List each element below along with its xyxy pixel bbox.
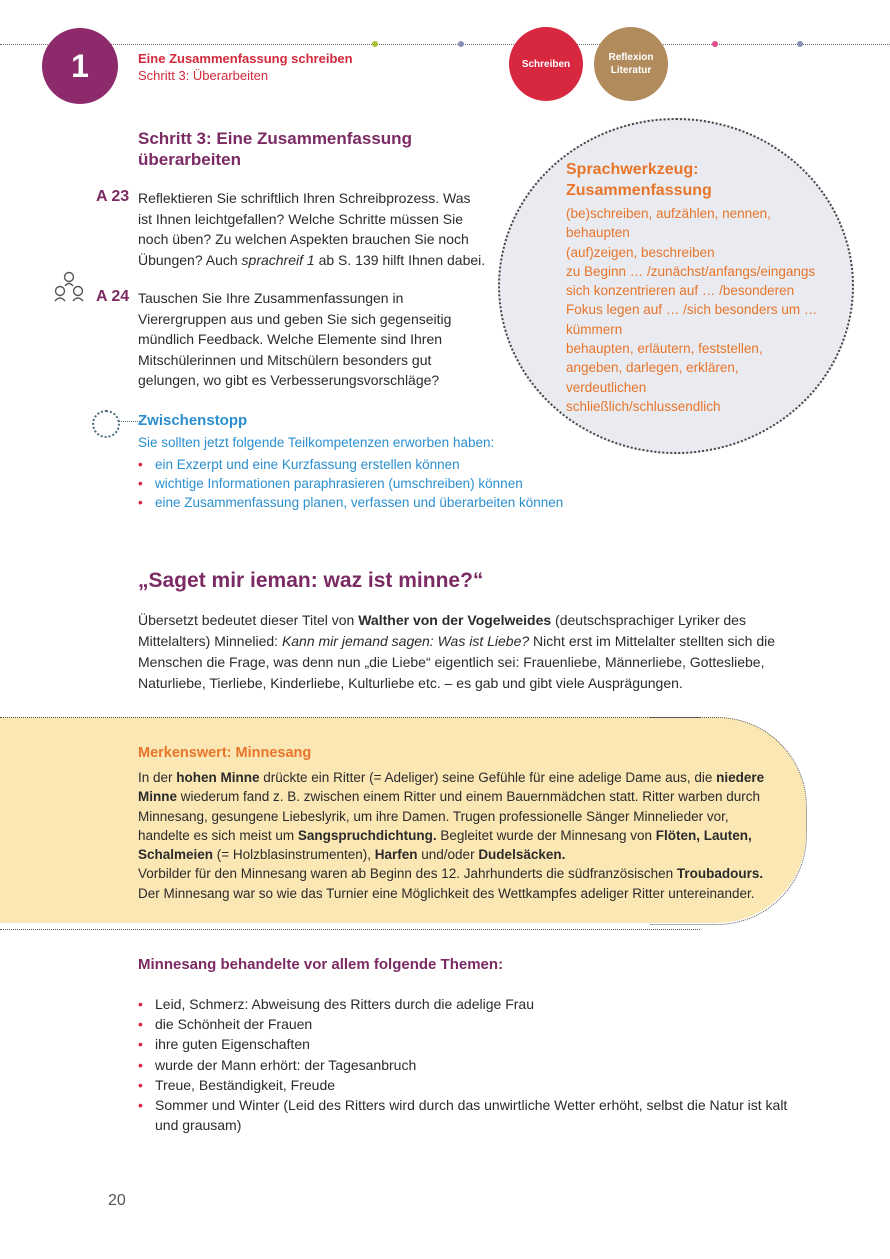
header-dot-green: [372, 41, 378, 47]
tag-reflexion-literatur: [594, 27, 668, 101]
merkenswert-top-border: [0, 717, 700, 718]
task-a23-text: [138, 188, 488, 270]
sprachwerkzeug-line: angeben, darlegen, erklären,: [566, 360, 739, 376]
merk-text: In der: [138, 770, 177, 785]
merk-text: Der Minnesang war so wie das Turnier eine Möglichkeit des Wettkampfes adeliger Ritter untereinander.: [138, 885, 755, 901]
chapter-title: Eine Zusammenfassung schreiben: [138, 51, 353, 66]
merk-text: (= Holzblasinstrumenten),: [213, 847, 375, 863]
sprachwerkzeug-line: behaupten: [566, 225, 630, 241]
page-number: 20: [108, 1192, 126, 1209]
section-title: „Saget mir ieman: waz ist minne?“: [138, 569, 484, 592]
merk-term: Sangspruchdichtung.: [297, 827, 437, 843]
chapter-subtitle: Schritt 3: Überarbeiten: [138, 68, 269, 83]
sprachwerkzeug-line: sich konzentrieren auf … /besonderen: [566, 283, 795, 299]
list-item: • Sommer und Winter (Leid des Ritters wird durch das unwirtliche Wetter erhöht, selbst die Natur ist kalt und grausam): [138, 1095, 798, 1135]
intro-paragraph: [138, 610, 778, 694]
themes-list: [138, 994, 798, 1135]
task-a23-label: A 23: [96, 188, 130, 205]
merk-term: Flöten, Lauten, Schalmeien: [138, 827, 752, 863]
header-dotted-line: [0, 44, 890, 45]
tag-schreiben: Schreiben: [509, 27, 583, 101]
sprachwerkzeug-line: verdeutlichen: [566, 379, 647, 395]
list-item: • eine Zusammenfassung planen, verfassen und überarbeiten können: [138, 493, 563, 512]
merkenswert-text: [138, 768, 778, 903]
sprachwerkzeug-line: Fokus legen auf … /sich besonders um …: [566, 302, 818, 318]
intro-text-3: Nicht erst im Mittelalter stellten sich die Menschen die Frage, was denn nun „die Liebe“ eigentlich sei: Frauenliebe, Männerliebe, Gottesliebe, Naturliebe, Tierliebe, Kinderliebe, Kulturliebe etc. – es gab und gibt viele Ausprägungen.: [138, 633, 776, 691]
list-item: • Leid, Schmerz: Abweisung des Ritters durch die adelige Frau: [138, 994, 798, 1014]
task-a24-text: Tauschen Sie Ihre Zusammenfassungen in Vierergruppen aus und geben Sie sich gegenseitig mündlich Feedback. Welche Elemente sind Ihren Mitschülerinnen und Mitschülern besonders gut gelungen, wo gibt es Verbesserungsvorschläge?: [138, 290, 452, 388]
themes-title: Minnesang behandelte vor allem folgende Themen:: [138, 956, 504, 973]
group-work-icon: [52, 271, 86, 310]
list-item: • wurde der Mann erhört: der Tagesanbruch: [138, 1055, 798, 1075]
sprachwerkzeug-line: (auf)zeigen, beschreiben: [566, 244, 715, 260]
task-a23-text-part2: ab S. 139 hilft Ihnen dabei.: [314, 251, 486, 268]
sprachwerkzeug-list: [566, 204, 836, 416]
intro-text-2: (deutschsprachiger Lyriker des Mittelalters) Minnelied:: [138, 612, 746, 649]
intro-translation: Kann mir jemand sagen: Was ist Liebe?: [281, 633, 530, 649]
merk-text: und/oder: [417, 847, 479, 863]
header-dot-blue-2: [797, 41, 803, 47]
task-a24-label: A 24: [96, 288, 130, 305]
intro-text-1: Übersetzt bedeutet dieser Titel von: [138, 612, 359, 628]
list-item: • ein Exzerpt und eine Kurzfassung erstellen können: [138, 455, 563, 474]
intro-author: Walther von der Vogelweides: [358, 612, 552, 628]
task-a23-reference: sprachreif 1: [241, 251, 315, 268]
merk-text: drückte ein Ritter (= Adeliger) seine Gefühle für eine adelige Dame aus, die: [259, 770, 717, 785]
zwischenstopp-list: [138, 455, 563, 512]
zwischenstopp-intro: Sie sollten jetzt folgende Teilkompetenzen erworben haben:: [138, 435, 495, 450]
task-a23-text-part1: Reflektieren Sie schriftlich Ihren Schreibprozess. Was ist Ihnen leichtgefallen? Welche Schritte müssen Sie noch üben? Zu welchen Aspekten brauchen Sie noch Übungen? Auch: [138, 190, 471, 268]
zwischenstopp-title: Zwischenstopp: [138, 412, 248, 429]
sprachwerkzeug-line: (be)schreiben, aufzählen, nennen,: [566, 206, 771, 221]
merk-text: Vorbilder für den Minnesang waren ab Beginn des 12. Jahrhunderts die südfranzösischen: [138, 866, 677, 882]
merk-text: wiederum fand z. B. zwischen einem Ritter und einem Bauernmädchen statt. Ritter warben durch Minnesang, gesungene Liebeslyrik, um ihre Damen. Trugen professionelle Sänger Minnelieder vor, handelte es sich meist um: [138, 789, 761, 843]
tag-reflexion-literatur-label: Reflexion Literatur: [608, 52, 654, 76]
merk-term: hohen Minne: [176, 770, 260, 785]
zwischenstopp-connector: [118, 421, 140, 422]
sprachwerkzeug-line: behaupten, erläutern, feststellen,: [566, 341, 763, 357]
sprachwerkzeug-line: zu Beginn … /zunächst/anfangs/eingangs: [566, 263, 816, 279]
list-item: • Treue, Beständigkeit, Freude: [138, 1075, 798, 1095]
merk-term: Dudelsäcken.: [478, 847, 566, 863]
list-item: • die Schönheit der Frauen: [138, 1014, 798, 1034]
zwischenstopp-icon: [92, 410, 120, 438]
chapter-number-badge: 1: [42, 28, 118, 104]
merk-term: niedere Minne: [138, 770, 765, 805]
header-dot-pink: [712, 41, 718, 47]
merkenswert-bottom-border: [0, 929, 700, 930]
list-item: • ihre guten Eigenschaften: [138, 1034, 798, 1054]
merk-text: Begleitet wurde der Minnesang von: [436, 827, 656, 843]
merkenswert-title: Merkenswert: Minnesang: [138, 745, 312, 761]
sprachwerkzeug-line: kümmern: [566, 321, 623, 337]
sprachwerkzeug-line: schließlich/schlussendlich: [566, 398, 721, 414]
header-dot-blue: [458, 41, 464, 47]
list-item: • wichtige Informationen paraphrasieren (umschreiben) können: [138, 474, 563, 493]
step-title: Schritt 3: Eine Zusammenfassung überarbeiten: [138, 129, 412, 169]
merk-term: Harfen: [374, 847, 418, 863]
merk-term: Troubadours.: [676, 866, 764, 882]
sprachwerkzeug-title: Sprachwerkzeug: Zusammenfassung: [566, 161, 712, 199]
